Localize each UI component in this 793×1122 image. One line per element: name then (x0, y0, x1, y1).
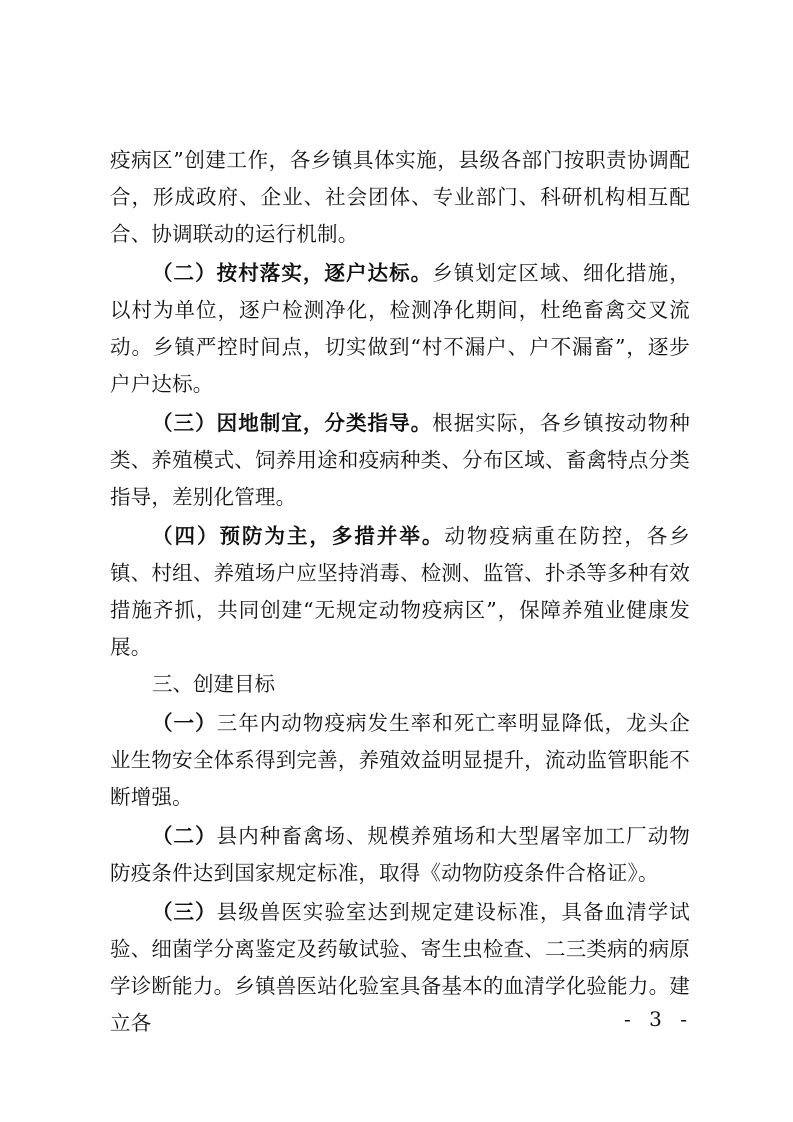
goal-lead: （二） (152, 824, 217, 848)
paragraph-text: 疫病区”创建工作，各乡镇具体实施，县级各部门按职责协调配合，形成政府、企业、社会团体、专业部门、科研机构相互配合、协调联动的运行机制。 (110, 148, 690, 246)
goal-lead: （三） (152, 900, 217, 924)
goal-item-3 (110, 894, 690, 1042)
paragraph-text: 动物疫病重在防控，各乡镇、村组、养殖场户应坚持消毒、检测、监管、扑杀等多种有效措施齐抓，共同创建“无规定动物疫病区”，保障养殖业健康发展。 (110, 524, 690, 659)
document-body (110, 142, 690, 1042)
goal-text: 三年内动物疫病发生率和死亡率明显降低，龙头企业生物安全体系得到完善，养殖效益明显提升，流动监管职能不断增强。 (110, 711, 690, 809)
goal-text: 县内种畜禽场、规模养殖场和大型屠宰加工厂动物防疫条件达到国家规定标准，取得《动物防疫条件合格证》。 (110, 824, 690, 885)
paragraph-continued (110, 142, 690, 253)
paragraph-lead: （三）因地制宜，分类指导。 (152, 411, 433, 435)
goal-item-1 (110, 705, 690, 816)
goal-item-2 (110, 818, 690, 892)
goal-lead: （一） (152, 711, 217, 735)
section-heading: 三、创建目标 (152, 672, 275, 696)
paragraph-local-conditions (110, 405, 690, 516)
paragraph-prevention (110, 518, 690, 666)
goal-text: 县级兽医实验室达到规定建设标准，具备血清学试验、细菌学分离鉴定及药敏试验、寄生虫检查、二三类病的病原学诊断能力。乡镇兽医站化验室具备基本的血清学化验能力。建立各 (110, 900, 690, 1035)
paragraph-lead: （四）预防为主，多措并举。 (152, 524, 445, 548)
paragraph-text: 根据实际，各乡镇按动物种类、养殖模式、饲养用途和疫病种类、分布区域、畜禽特点分类指导，差别化管理。 (110, 411, 690, 509)
page-number: - 3 - (624, 1007, 693, 1031)
paragraph-village-implementation (110, 255, 690, 403)
paragraph-lead: （二）按村落实，逐户达标。 (152, 261, 433, 285)
paragraph-text: 乡镇划定区域、细化措施，以村为单位，逐户检测净化，检测净化期间，杜绝畜禽交叉流动。乡镇严控时间点，切实做到“村不漏户、户不漏畜”，逐步户户达标。 (110, 261, 690, 396)
